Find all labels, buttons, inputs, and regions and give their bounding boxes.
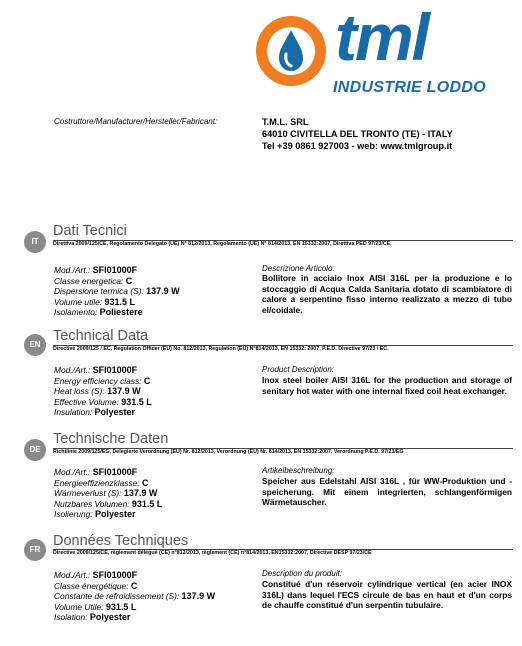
description-label: Description du produit:	[262, 569, 343, 578]
spec-volume: Volume Utile: 931.5 L	[54, 601, 137, 612]
brand-name: tml	[335, 0, 428, 74]
spec-energy-class: Energieeffizienzklasse: C	[54, 477, 149, 488]
description-text: Inox steel boiler AISI 316L for the production and storage of senitary hot water with one internal fixed coil heat exchanger.	[262, 375, 512, 396]
language-badge: EN	[24, 334, 46, 356]
spec-model: Mod./Art.: SFI01000F	[54, 265, 138, 275]
spec-heat-loss: Wärmeverlust (S): 137.9 W	[54, 488, 158, 498]
section-directive: Directive 2009/125 / EC, Regulation Officer (EU) No. 812/2013, Regulation (EU) N°814/2013, EN 15332: 2007, P.E.D. Directive 97/23 / EC.	[53, 346, 389, 352]
spec-insulation: Isolierung: Polyester	[54, 509, 136, 519]
section-title: Dati Tecnici	[53, 223, 127, 239]
logo-mark	[256, 16, 326, 86]
manufacturer-address: 64010 CIVITELLA DEL TRONTO (TE) - ITALY	[262, 129, 453, 139]
brand-subtitle: INDUSTRIE LODDO	[333, 79, 486, 96]
description-label: Descrizione Articolo:	[262, 264, 335, 273]
section-directive: Richtlinie 2009/125/EG, Delegierte Verordnung (EU) Nr. 812/2013, Verordnung (EU) Nr. 814/2013, EN 15332:2007, Verordnung P.E.D. 97/23/EG	[53, 449, 404, 455]
spec-model: Mod./Art.: SFI01000F	[54, 570, 138, 580]
spec-energy-class: Energy efficiency class: C	[54, 375, 151, 386]
spec-insulation: Insulation: Polyester	[54, 407, 136, 417]
spec-list	[54, 467, 254, 520]
description-text: Speicher aus Edelstahl AISI 316L , für WW-Produktion und - speicherung. Mit einem integrierten, schlangenförmigen Wärmetauscher.	[262, 476, 512, 507]
spec-energy-class: Classe énergétique: C	[54, 580, 138, 591]
spec-list	[54, 265, 254, 318]
section-title: Technische Daten	[53, 431, 169, 447]
language-badge: IT	[24, 231, 46, 253]
manufacturer-company: T.M.L. SRL	[262, 117, 309, 127]
spec-list	[54, 570, 259, 623]
water-drop-icon	[256, 16, 326, 86]
section-title: Technical Data	[53, 328, 149, 344]
spec-insulation: Isolation: Polyester	[54, 612, 131, 622]
description-text: Bollitore in acciaio Inox AISI 316L per la produzione e lo stoccaggio di Acqua Calda Sanitaria dotato di scambiatore di calore a serpentino fisso interno realizzato a mezzo di tubo el/coidale.	[262, 273, 512, 315]
section-directive: Directive 2009/125/CE, règlement délégué (CE) n°812/2013, règlement (CE) n°814/2013, EN15332:2007, Directive DESP 97/23/CE	[53, 550, 372, 556]
spec-list	[54, 365, 254, 418]
spec-heat-loss: Heat loss (S): 137.9 W	[54, 386, 141, 396]
spec-volume: Effective Volume: 931.5 L	[54, 396, 152, 407]
spec-heat-loss: Constante de refroidissement (S): 137.9 W	[54, 591, 216, 601]
description-text: Constitué d'un réservoir cylindrique vertical (en acier INOX 316L) dans lequel l'ECS circule de bas en haut et d'un corps de chauffe constitué d'un serpentin tubulaire.	[262, 579, 512, 610]
section-directive: Direttiva 2009/125/CE, Regolamento Delegato (UE) N° 812/2013, Regolamento (UE) N° 814/2013, EN 15332:2007, Direttiva PED 97/23/CE.	[53, 241, 392, 247]
manufacturer-info	[262, 116, 453, 152]
spec-volume: Volume utile: 931.5 L	[54, 296, 135, 307]
section-title: Données Techniques	[53, 533, 189, 549]
description-label: Product Description:	[262, 365, 335, 374]
spec-heat-loss: Dispersione termica (S): 137.9 W	[54, 286, 180, 296]
language-badge: DE	[24, 439, 46, 461]
spec-model: Mod./Art.: SFI01000F	[54, 467, 138, 477]
spec-model: Mod./Art.: SFI01000F	[54, 365, 138, 375]
spec-volume: Nutzbares Volumen: 931.5 L	[54, 498, 163, 509]
manufacturer-contact: Tel +39 0861 927003 - web: www.tmlgroup.it	[262, 141, 453, 151]
description-label: Artikelbeschreibung:	[262, 466, 335, 475]
language-badge: FR	[24, 539, 46, 561]
manufacturer-label: Costruttore/Manufacturer/Hersteller/Fabricant:	[54, 117, 218, 126]
spec-energy-class: Classe energetica: C	[54, 275, 133, 286]
spec-insulation: Isolamento: Poliestere	[54, 307, 143, 317]
